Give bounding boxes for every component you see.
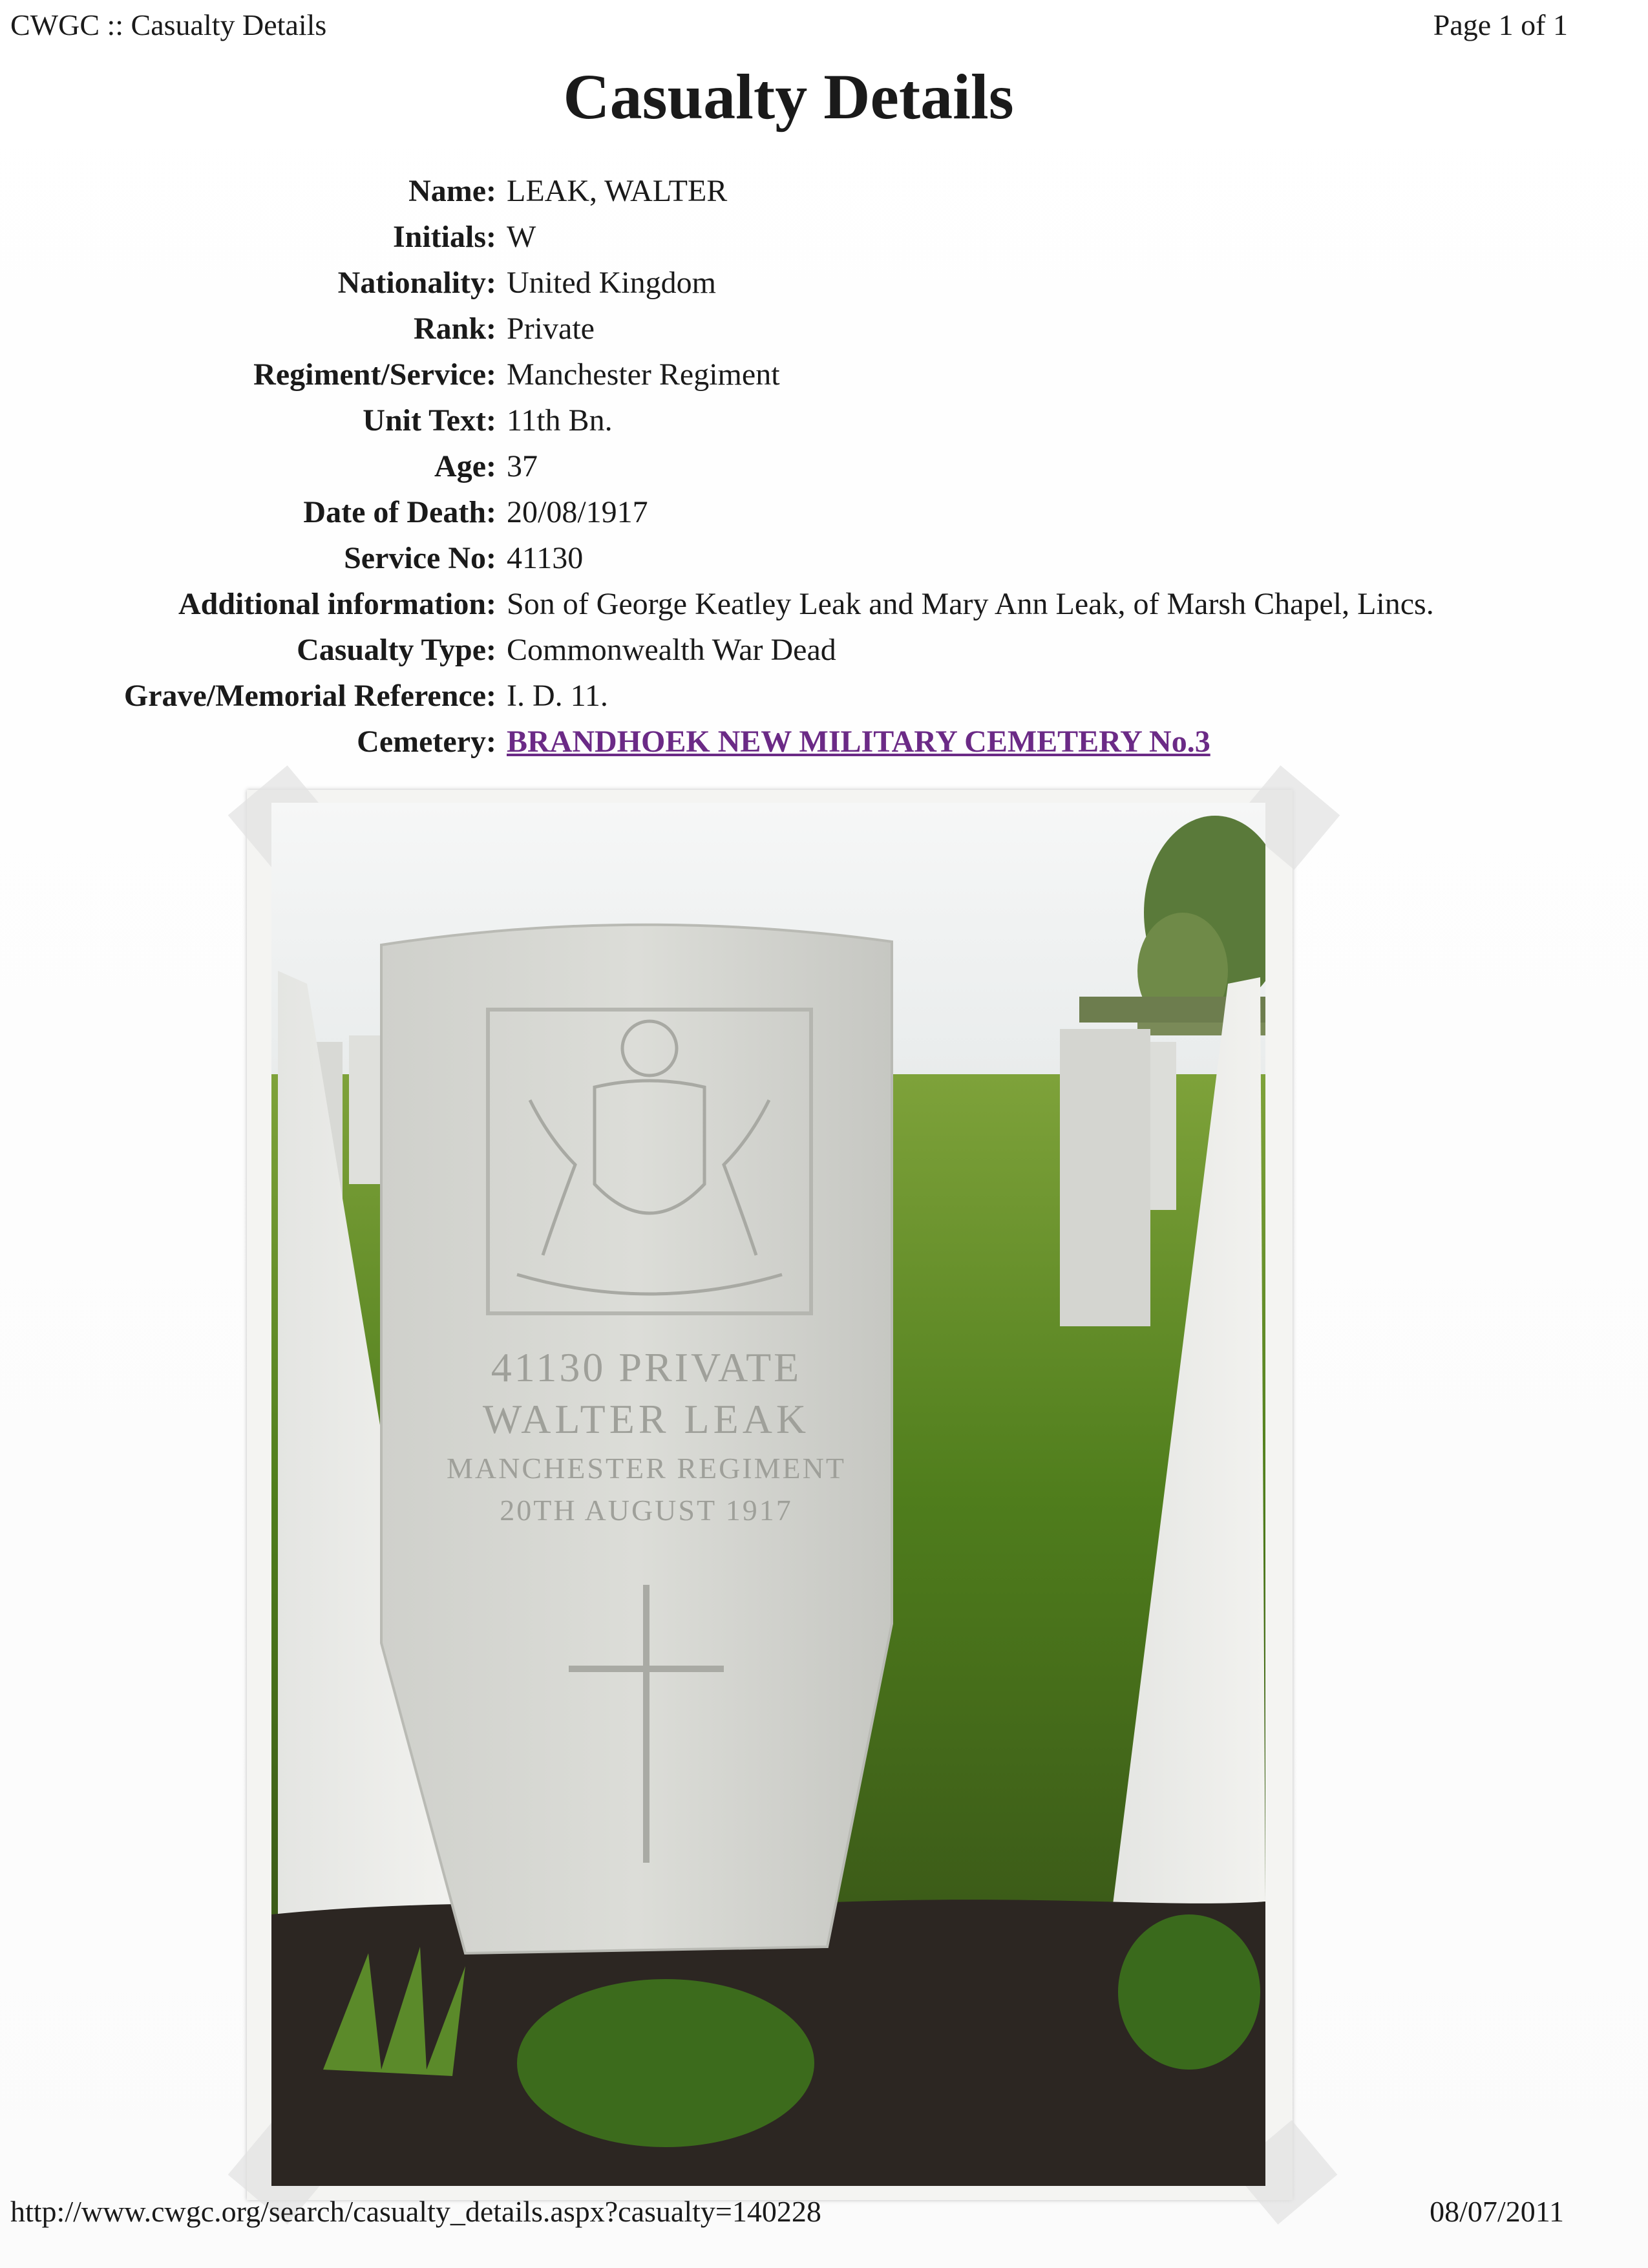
headstone-photo-image bbox=[271, 803, 1265, 2186]
detail-label: Date of Death: bbox=[303, 495, 496, 529]
detail-label: Unit Text: bbox=[363, 403, 496, 438]
detail-label: Rank: bbox=[413, 312, 496, 346]
detail-value: Private bbox=[507, 312, 595, 346]
detail-value-wrap bbox=[507, 724, 1210, 759]
headstone-photo bbox=[271, 803, 1265, 2186]
plant bbox=[517, 1979, 814, 2147]
page-number: Page 1 of 1 bbox=[1433, 8, 1568, 41]
inscription-line: WALTER LEAK bbox=[482, 1396, 810, 1442]
detail-label: Casualty Type: bbox=[297, 633, 496, 667]
detail-label: Initials: bbox=[392, 220, 496, 254]
inscription-line: 41130 PRIVATE bbox=[491, 1344, 802, 1390]
detail-value: Manchester Regiment bbox=[507, 357, 780, 392]
inscription-line: MANCHESTER REGIMENT bbox=[447, 1452, 846, 1485]
detail-label: Additional information: bbox=[178, 587, 496, 621]
detail-value: 37 bbox=[507, 449, 538, 483]
inscription-line: 20TH AUGUST 1917 bbox=[500, 1494, 793, 1527]
detail-label: Name: bbox=[408, 174, 496, 208]
detail-value: Son of George Keatley Leak and Mary Ann Leak, of Marsh Chapel, Lincs. bbox=[507, 587, 1434, 621]
cemetery-link[interactable]: BRANDHOEK NEW MILITARY CEMETERY No.3 bbox=[507, 725, 1210, 759]
detail-value: 20/08/1917 bbox=[507, 495, 648, 529]
detail-value: 41130 bbox=[507, 541, 584, 575]
detail-value: United Kingdom bbox=[507, 266, 716, 300]
page-title: Casualty Details bbox=[563, 61, 1014, 132]
detail-label: Grave/Memorial Reference: bbox=[123, 679, 496, 713]
detail-label: Nationality: bbox=[337, 266, 496, 300]
detail-label: Cemetery: bbox=[357, 725, 496, 759]
detail-value: 11th Bn. bbox=[507, 403, 613, 438]
detail-value: LEAK, WALTER bbox=[507, 174, 728, 208]
detail-label: Age: bbox=[434, 449, 496, 483]
detail-label: Regiment/Service: bbox=[253, 357, 496, 392]
detail-value: Commonwealth War Dead bbox=[507, 633, 836, 667]
detail-label: Service No: bbox=[344, 541, 496, 575]
detail-value: W bbox=[507, 220, 536, 254]
page-url: http://www.cwgc.org/search/casualty_details.aspx?casualty=140228 bbox=[10, 2195, 821, 2228]
inscription bbox=[447, 1344, 846, 1527]
page-header-title: CWGC :: Casualty Details bbox=[10, 8, 327, 41]
detail-value: I. D. 11. bbox=[507, 679, 608, 713]
print-date: 08/07/2011 bbox=[1430, 2195, 1564, 2228]
